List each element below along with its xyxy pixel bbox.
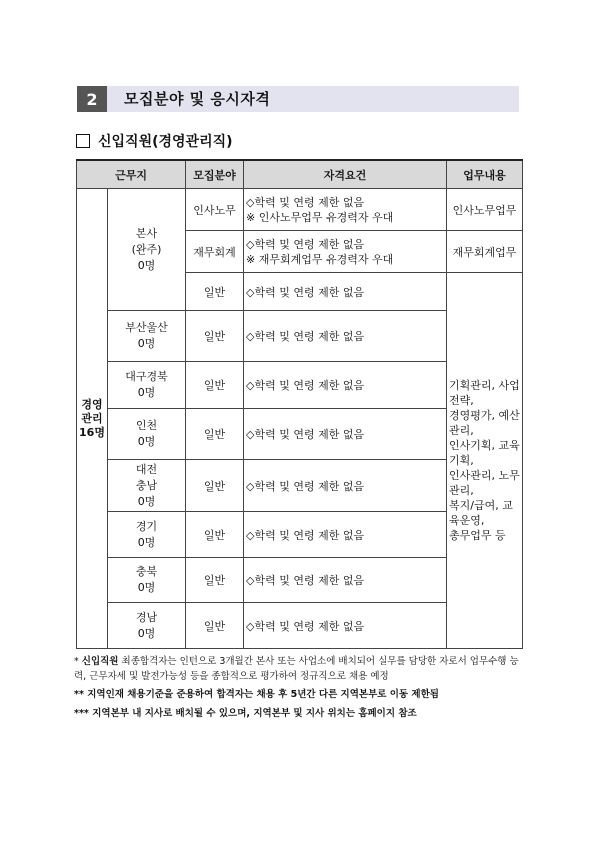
field-cell: 일반 xyxy=(186,311,244,362)
location-cell: 부산울산 0명 xyxy=(108,311,186,362)
field-cell: 일반 xyxy=(186,362,244,409)
field-cell: 재무회계 xyxy=(186,231,244,273)
subheading xyxy=(76,131,233,151)
recruitment-table xyxy=(76,159,523,649)
main-office-cell: 본사 (완주) 0명 xyxy=(108,189,186,311)
field-cell: 일반 xyxy=(186,460,244,512)
section-title: 모집분야 및 응시자격 xyxy=(124,90,271,108)
requirement-cell: ◇학력 및 연령 제한 없음 xyxy=(244,460,447,512)
field-cell: 일반 xyxy=(186,558,244,603)
field-cell: 일반 xyxy=(186,273,244,311)
footnote-3: *** 지역본부 내 지사로 배치될 수 있으며, 지역본부 및 지사 위치는 홈페이지 참조 xyxy=(74,707,417,719)
location-cell: 경남 0명 xyxy=(108,603,186,649)
section-number: 2 xyxy=(77,86,107,112)
field-cell: 인사노무 xyxy=(186,189,244,231)
requirement-cell: ◇학력 및 연령 제한 없음 ※ 재무회계업무 유경력자 우대 xyxy=(244,231,447,273)
shared-duty-cell: 기획관리, 사업전략, 경영평가, 예산관리, 인사기획, 교육기획, 인사관리, 노무관리, 복지/급여, 교육운영, 총무업무 등 xyxy=(447,273,523,649)
checkbox-icon xyxy=(76,134,90,148)
field-cell: 일반 xyxy=(186,409,244,460)
location-cell: 대구경북 0명 xyxy=(108,362,186,409)
requirement-cell: ◇학력 및 연령 제한 없음 xyxy=(244,512,447,558)
footnote-2: ** 지역인재 채용기준을 준용하여 합격자는 채용 후 5년간 다른 지역본부로 이동 제한됨 xyxy=(74,689,439,700)
header-requirements: 자격요건 xyxy=(244,160,447,189)
header-location: 근무지 xyxy=(77,160,186,189)
requirement-cell: ◇학력 및 연령 제한 없음 xyxy=(244,311,447,362)
requirement-cell: ◇학력 및 연령 제한 없음 xyxy=(244,362,447,409)
location-cell: 대전 충남 0명 xyxy=(108,460,186,512)
location-cell: 경기 0명 xyxy=(108,512,186,558)
footnote-1: * 신입직원 최종합격자는 인턴으로 3개월간 본사 또는 사업소에 배치되어 실무를 담당한 자로서 업무수행 능력, 근무자세 및 발전가능성 등을 종합적으로 평가하여 정규직으로 채용 예정 xyxy=(74,656,519,682)
field-cell: 일반 xyxy=(186,512,244,558)
requirement-cell: ◇학력 및 연령 제한 없음 xyxy=(244,603,447,649)
requirement-cell: ◇학력 및 연령 제한 없음 xyxy=(244,558,447,603)
footnotes xyxy=(74,655,524,725)
location-cell: 충북 0명 xyxy=(108,558,186,603)
table-header-row xyxy=(77,160,523,189)
location-cell: 인천 0명 xyxy=(108,409,186,460)
field-cell: 일반 xyxy=(186,603,244,649)
table-row xyxy=(77,189,523,231)
duty-cell: 인사노무업무 xyxy=(447,189,523,231)
requirement-cell: ◇학력 및 연령 제한 없음 xyxy=(244,409,447,460)
requirement-cell: ◇학력 및 연령 제한 없음 xyxy=(244,273,447,311)
header-field: 모집분야 xyxy=(186,160,244,189)
subheading-text: 신입직원(경영관리직) xyxy=(98,134,233,150)
header-duties: 업무내용 xyxy=(447,160,523,189)
duty-cell: 재무회계업무 xyxy=(447,231,523,273)
group-label-cell: 경영 관리 16명 xyxy=(77,189,108,649)
requirement-cell: ◇학력 및 연령 제한 없음 ※ 인사노무업무 유경력자 우대 xyxy=(244,189,447,231)
